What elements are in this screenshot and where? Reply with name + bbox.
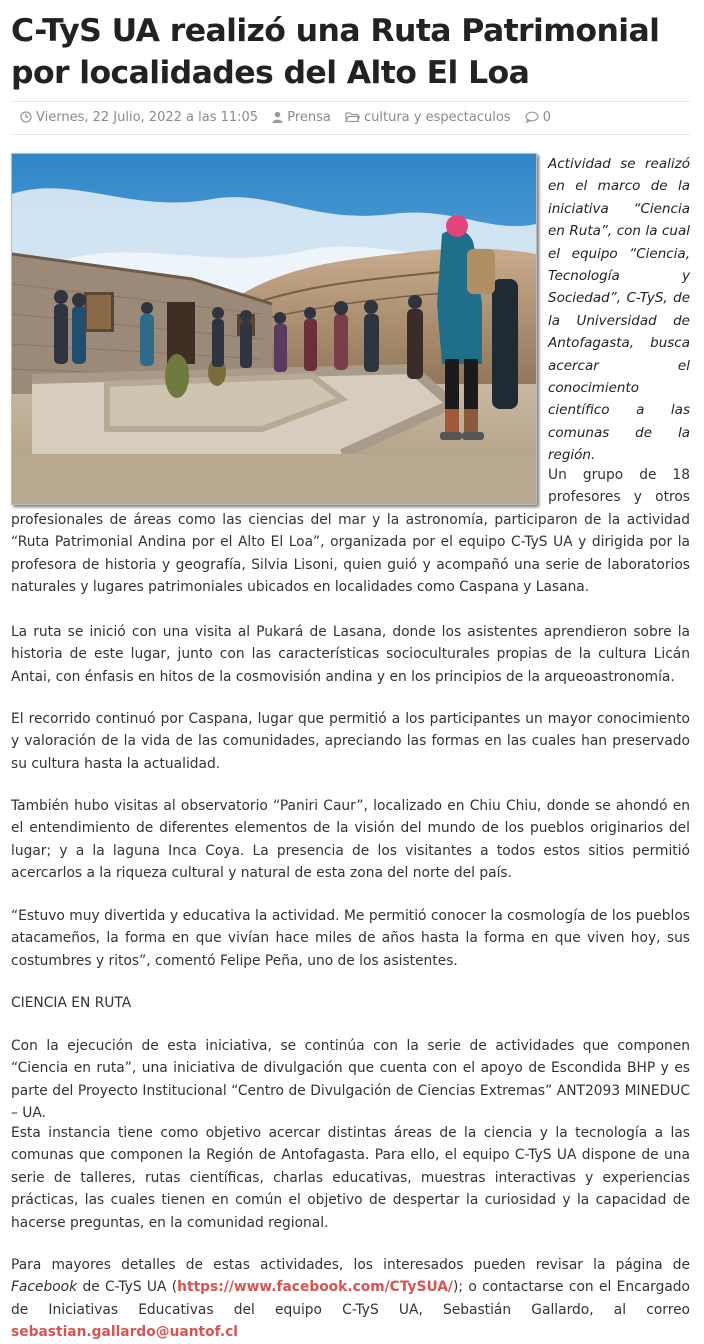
meta-author[interactable] [272, 110, 335, 125]
meta-author-text: Prensa [287, 110, 331, 125]
article-title: C-TyS UA realizó una Ruta Patrimonial por localidades del Alto El Loa [11, 13, 660, 91]
contact-text-3: ); o contactarse con el Encargado de Iniciativas Educativas del equipo C-TyS UA, Sebastián Gallardo, al correo [11, 1279, 690, 1318]
paragraph-contact [11, 1254, 690, 1344]
folder-icon [345, 111, 360, 123]
section-heading: CIENCIA EN RUTA [11, 995, 132, 1011]
meta-divider-top [11, 101, 690, 102]
paragraph-4: También hubo visitas al observatorio “Paniri Caur”, localizado en Chiu Chiu, donde se ahondó en el entendimiento de diferentes elementos de la visión del mundo de los pueblos originarios del lugar; y a la laguna Inca Coya. La presencia de los visitantes a todos estos sitios permitió acercarlos a la riqueza cultural y natural de esta zona del norte del país. [11, 798, 690, 882]
facebook-link[interactable]: https://www.facebook.com/CTySUA/ [177, 1279, 453, 1296]
paragraph-1-text: Un grupo de 18 profesores y otros profesionales de áreas como las ciencias del mar y la astronomía, participaron de la actividad “Ruta Patrimonial Andina por el Alto El Loa”, organizada por el equipo C-TyS UA y dirigida por la profesora de historia y geografía, Silvia Lisoni, quien guió y acompañó una serie de laboratorios naturales y lugares patrimoniales ubicados en localidades como Caspana y Lasana. [11, 467, 690, 596]
user-icon [272, 111, 283, 123]
meta-date-text: Viernes, 22 Julio, 2022 a las 11:05 [36, 110, 259, 125]
clock-icon [20, 111, 32, 123]
meta-comments-count: 0 [542, 110, 551, 125]
paragraph-2: La ruta se inició con una visita al Pukará de Lasana, donde los asistentes aprendieron sobre la historia de este lugar, junto con las características socioculturales propias de la cultura Licán Antai, con énfasis en hitos de la cosmovisión andina y en los principios de la arqueoastronomía. [11, 624, 690, 685]
comment-icon [525, 111, 539, 123]
article-photo [11, 153, 537, 505]
paragraph-5: “Estuvo muy divertida y educativa la actividad. Me permitió conocer la cosmología de los pueblos atacameños, la forma en que vivían hace miles de años hasta la forma en que viven hoy, sus costumbres y ritos”, comentó Felipe Peña, uno de los asistentes. [11, 908, 690, 969]
contact-facebook-word: Facebook [11, 1279, 78, 1296]
email-link[interactable]: sebastian.gallardo@uantof.cl [11, 1324, 239, 1341]
paragraph-7: Esta instancia tiene como objetivo acercar distintas áreas de la ciencia y la tecnología a las comunas que componen la Región de Antofagasta. Para ello, el equipo C-TyS UA dispone de una serie de talleres, rutas científicas, charlas educativas, muestras interactivas y experiencias prácticas, las cuales tienen en común el objetivo de despertar la curiosidad y la capacidad de hacerse preguntas, en la comunidad regional. [11, 1125, 690, 1231]
meta-category[interactable] [345, 110, 515, 125]
meta-date [20, 110, 262, 125]
article-meta [20, 108, 561, 128]
meta-comments[interactable] [525, 110, 551, 125]
contact-text-2: de C-TyS UA ( [77, 1279, 178, 1296]
meta-divider-bottom [11, 134, 690, 135]
article-photo-illustration [12, 154, 536, 504]
contact-text-1: Para mayores detalles de estas actividades, los interesados pueden revisar la página de [11, 1257, 690, 1273]
paragraph-3: El recorrido continuó por Caspana, lugar que permitió a los participantes un mayor conocimiento y valoración de la vida de las comunidades, apreciando las formas en las cuales han preservado su cultura hasta la actualidad. [11, 711, 690, 772]
paragraph-1-float-spacer [11, 464, 548, 508]
paragraph-1 [11, 464, 690, 598]
photo-caption: Actividad se realizó en el marco de la iniciativa “Ciencia en Ruta”, con la cual el equipo “Ciencia, Tecnología y Sociedad”, C-TyS, de la Universidad de Antofagasta, busca acercar el conocimiento científico a las comunas de la región. [548, 156, 690, 464]
meta-category-text: cultura y espectaculos [364, 110, 511, 125]
paragraph-6: Con la ejecución de esta iniciativa, se continúa con la serie de actividades que componen “Ciencia en ruta”, una iniciativa de divulgación que cuenta con el apoyo de Escondida BHP y es parte del Proyecto Institucional “Centro de Divulgación de Ciencias Extremas” ANT2093 MINEDUC – UA. [11, 1038, 690, 1122]
